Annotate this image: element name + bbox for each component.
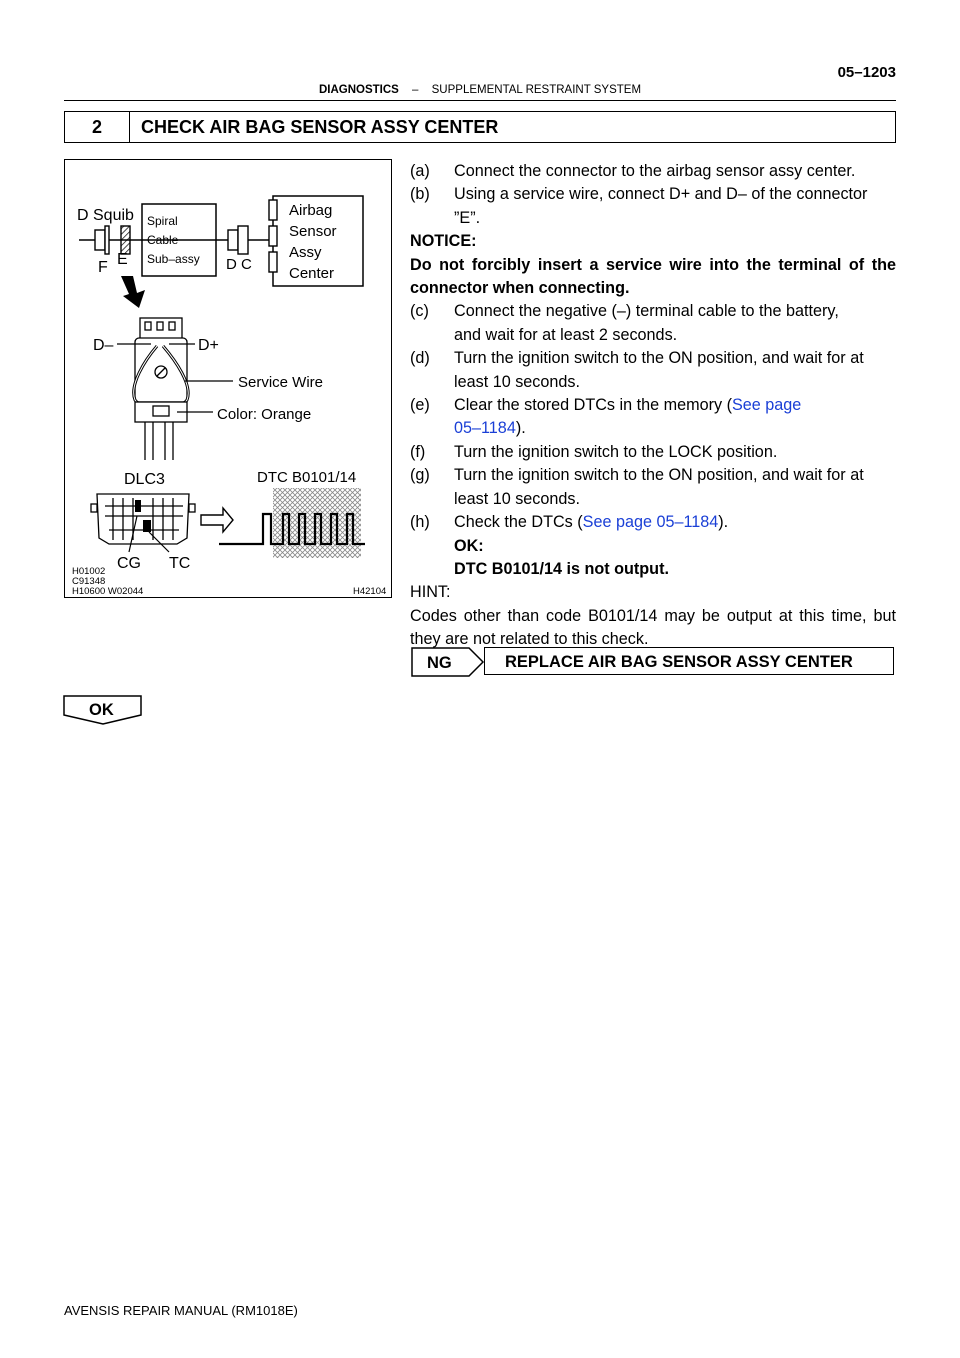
step-h: (h) Check the DTCs (See page 05–1184). [410, 513, 729, 532]
label-airbag-2: Sensor [289, 223, 337, 240]
step-g: (g) Turn the ignition switch to the ON position, and wait for at [410, 466, 864, 485]
footer: AVENSIS REPAIR MANUAL (RM1018E) [64, 1303, 298, 1318]
label-service-wire: Service Wire [238, 374, 324, 391]
hint-head: HINT: [410, 583, 451, 602]
step-a: (a) Connect the connector to the airbag sensor assy center. [410, 162, 856, 180]
step-b-cont: ”E”. [454, 208, 481, 227]
label-d-plus: D+ [198, 337, 219, 354]
step-c: (c) Connect the negative (–) terminal cable to the battery, [410, 302, 839, 321]
label-f: F [98, 259, 108, 276]
ok-body: DTC B0101/14 is not output. [454, 559, 669, 578]
see-page-link[interactable]: See page [731, 396, 802, 415]
step-title-box [64, 111, 896, 143]
page-link-05-1184[interactable]: 05–1184 [454, 419, 516, 438]
label-cg: CG [117, 555, 141, 572]
dlc3-connector [91, 494, 195, 544]
figure-code-3: H10600 W02044 [72, 586, 144, 597]
step-f: (f) Turn the ignition switch to the LOCK position. [410, 442, 778, 461]
figure-code-1: H01002 [72, 566, 106, 577]
step-title: CHECK AIR BAG SENSOR ASSY CENTER [141, 117, 499, 137]
label-d-squib: D Squib [77, 207, 134, 224]
label-airbag-4: Center [289, 265, 335, 282]
label-spiral-2: Cable [147, 233, 179, 247]
notice-head: NOTICE: [410, 232, 477, 251]
connector-e [121, 226, 130, 254]
procedure-text: (a) Connect the connector to the airbag sensor assy center. (b) Using a service wire, connect D+ and D– of the connector ”E”. NOTICE: Do not forcibly insert a service wire into the terminal of the connector when connecting. (c) Connect the negative (–) terminal cable to the battery, and wait for at least 2 seconds. (d) Turn the ignition switch to the ON position, and wait for at least 10 seconds. (e) Clear the stored DTCs in the memory (See page 05–1184). (f) Turn the ignition switch to the LOCK position. (g) Turn the ignition switch to the ON position, and wait for at least 10 seconds. (h) Check the DTCs (See page 05–1184). OK: DTC B0101/14 is not output. HINT: Codes other than code B0101/14 may be output at this time, but they are not related to this check. [410, 160, 896, 652]
pointer-arrow [121, 276, 145, 308]
diagram-figure [64, 159, 392, 598]
label-spiral-1: Spiral [147, 214, 178, 228]
header-rule [64, 100, 896, 101]
output-arrow [201, 508, 233, 532]
step-e: (e) Clear the stored DTCs in the memory (See page [410, 396, 802, 415]
wiring-diagram [65, 160, 391, 597]
figure-code-2: C91348 [72, 576, 106, 587]
label-e: E [117, 251, 128, 268]
check-dtc-link[interactable]: See page 05–1184 [582, 513, 719, 532]
ng-action-box: REPLACE AIR BAG SENSOR ASSY CENTER [484, 647, 894, 675]
label-color: Color: Orange [217, 406, 312, 423]
header-subsection: SUPPLEMENTAL RESTRAINT SYSTEM [431, 84, 642, 96]
header-separator: – [412, 84, 419, 96]
step-d: (d) Turn the ignition switch to the ON position, and wait for at [410, 349, 864, 368]
hint-body: Codes other than code B0101/14 may be output at this time, but they are not related to this check. [410, 606, 896, 649]
page-number: 05–1203 [837, 64, 896, 81]
label-airbag-1: Airbag [289, 202, 333, 219]
step-b: (b) Using a service wire, connect D+ and D– of the connector [410, 185, 868, 204]
service-wire-connector [134, 318, 188, 460]
ng-label: NG [427, 654, 452, 672]
header-section: DIAGNOSTICS [318, 84, 399, 96]
label-tc: TC [169, 555, 191, 572]
ok-label: OK [89, 701, 114, 719]
label-dtc: DTC B0101/14 [257, 469, 357, 486]
label-dlc3: DLC3 [124, 471, 165, 488]
notice-body: Do not forcibly insert a service wire into the terminal of the connector when connecting. [410, 255, 896, 298]
label-d-minus: D– [93, 337, 114, 354]
label-dc: D C [226, 256, 252, 273]
ok-head: OK: [454, 536, 484, 555]
ok-tag [63, 695, 143, 725]
figure-code-4: H42104 [353, 586, 387, 597]
label-spiral-3: Sub–assy [147, 252, 200, 266]
step-number: 2 [65, 112, 130, 142]
ng-tag [411, 647, 485, 677]
label-airbag-3: Assy [289, 244, 322, 261]
running-header [64, 84, 896, 96]
